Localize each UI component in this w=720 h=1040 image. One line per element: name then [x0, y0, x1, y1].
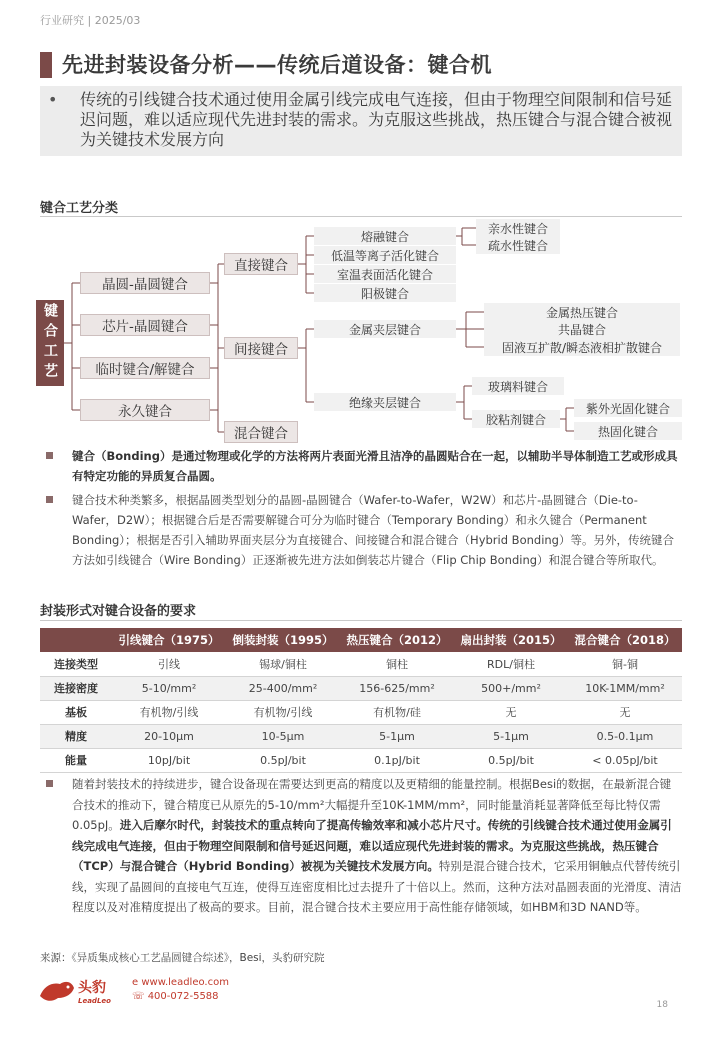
node-eutectic-bonding: 共晶键合: [484, 320, 680, 338]
summary-text: 传统的引线键合技术通过使用金属引线完成电气连接，但由于物理空间限制和信号延迟问题，难以适应现代先进封装的需求。为克服这些挑战，热压键合与混合键合被视为关键技术发展方向: [80, 90, 673, 149]
node-hydrophilic-bonding: 亲水性键合: [476, 219, 560, 237]
node-hydrophobic-bonding: 疏水性键合: [476, 236, 560, 254]
section-heading-classification: 键合工艺分类: [40, 201, 119, 216]
paragraph-bold: 进入后摩尔时代，封装技术的重点转向了提高传输效率和减小芯片尺寸。传统的引线键合技术通过使用金属引线完成电气连接，但由于物理空间限制和信号延迟问题，难以适应现代先进封装的需求。为克服这些挑战，热压键合（TCP）与混合键合（Hybrid Bonding）被视为关键技术发展方向。: [72, 818, 672, 873]
brand-en: LeadLeo: [78, 997, 111, 1005]
leopard-icon: [38, 974, 130, 1006]
website-link[interactable]: e www.leadleo.com: [132, 977, 229, 988]
page-title: 先进封装设备分析——传统后道设备：键合机: [62, 53, 492, 77]
node-slid-tlp-bonding: 固液互扩散/瞬态液相扩散键合: [484, 338, 680, 356]
node-anodic-bonding: 阳极键合: [314, 284, 456, 302]
table-cell: 有机物/引线: [112, 700, 226, 724]
node-permanent-bonding: 永久键合: [80, 399, 210, 421]
section-divider: [40, 216, 682, 217]
node-thermal-curing-bonding: 热固化键合: [574, 422, 682, 440]
node-surface-activated-bonding: 室温表面活化键合: [314, 265, 456, 283]
phone-icon: ☏: [132, 991, 148, 1002]
bullet-bonding-types: 键合技术种类繁多，根据晶圆类型划分的晶圆-晶圆键合（Wafer-to-Wafer，W2W）和芯片-晶圆键合（Die-to-Wafer，D2W）；根据键合后是否需要解键合可分为临时键合（Temporary Bonding）和永久键合（Permanent Bonding）；根据是否引入辅助界面夹层分为直接键合、间接键合和混合键合（Hybrid Bonding）等。另外，传统键合方法如引线键合（Wire Bonding）正逐渐被先进方法如倒装芯片键合（Flip Chip Bonding）和混合键合等所取代。: [40, 490, 682, 570]
table-cell: 10K-1MM/mm²: [568, 676, 682, 700]
bonding-requirements-table: [40, 628, 682, 773]
table-row: [40, 700, 682, 724]
node-hybrid-bonding: 混合键合: [224, 421, 298, 443]
node-uv-curing-bonding: 紫外光固化键合: [574, 399, 682, 417]
table-cell: 500+/mm²: [454, 676, 568, 700]
table-cell: 无: [454, 700, 568, 724]
node-fusion-bonding: 熔融键合: [314, 227, 456, 245]
table-cell: 156-625/mm²: [340, 676, 454, 700]
table-cell: 10pJ/bit: [112, 748, 226, 772]
node-metal-thermocompression: 金属热压键合: [484, 303, 680, 321]
analysis-paragraph: [40, 774, 682, 918]
table-row-header: 连接密度: [40, 676, 112, 700]
table-header-cell: 混合键合（2018）: [568, 628, 682, 652]
table-cell: 0.5-0.1μm: [568, 724, 682, 748]
table-row-header: 能量: [40, 748, 112, 772]
node-die-to-wafer: 芯片-晶圆键合: [80, 314, 210, 336]
table-cell: 10-5μm: [226, 724, 340, 748]
table-cell: 有机物/硅: [340, 700, 454, 724]
table-cell: 5-1μm: [454, 724, 568, 748]
diagram-root-node: 键合工艺: [36, 300, 64, 386]
phone-number: ☏ 400-072-5588: [132, 991, 219, 1002]
table-header-cell: 倒装封装（1995）: [226, 628, 340, 652]
table-row: [40, 652, 682, 676]
bullet-square-icon: [46, 780, 53, 787]
node-metal-interlayer-bonding: 金属夹层键合: [314, 320, 456, 338]
table-cell: 5-10/mm²: [112, 676, 226, 700]
node-glass-frit-bonding: 玻璃料键合: [472, 377, 564, 395]
source-note: 来源：《异质集成核心工艺晶圆键合综述》，Besi，头豹研究院: [40, 952, 325, 964]
table-row: [40, 676, 682, 700]
table-cell: 0.5pJ/bit: [454, 748, 568, 772]
table-header-cell: [40, 628, 112, 652]
table-cell: 无: [568, 700, 682, 724]
table-cell: 0.5pJ/bit: [226, 748, 340, 772]
node-plasma-activated-bonding: 低温等离子活化键合: [314, 246, 456, 264]
table-cell: 铜-铜: [568, 652, 682, 676]
table-header-cell: 引线键合（1975）: [112, 628, 226, 652]
bullet-square-icon: [46, 452, 53, 459]
paragraph-part1: 随着封装技术的持续进步，键合设备现在需要达到更高的精度以及更精细的能量控制。根据Besi的数据，在最新混合键合技术的推动下，键合精度已从原先的5-10/mm²大幅提升至10K-1MM/mm²，同时能量消耗显著降低至每比特仅需0.05pJ。: [72, 777, 672, 832]
table-row: [40, 748, 682, 772]
table-row: [40, 724, 682, 748]
footer-contact: [132, 976, 229, 1004]
paragraph-part2: 特别是混合键合技术，它采用铜触点代替传统引线，实现了晶圆间的直接电气互连，使得互连密度相比过去提升了十倍以上。然而，这种方法对晶圆表面的光滑度、清洁程度以及对准精度提出了极高的要求。目前，混合键合技术主要应用于高性能存储领域，如HBM和3D NAND等。: [72, 859, 682, 914]
table-cell: 锡球/铜柱: [226, 652, 340, 676]
table-header-row: [40, 628, 682, 652]
table-cell: RDL/铜柱: [454, 652, 568, 676]
table-cell: < 0.05pJ/bit: [568, 748, 682, 772]
summary-bullet: •: [48, 90, 58, 109]
leadleo-logo: [38, 974, 130, 1006]
table-row-header: 连接类型: [40, 652, 112, 676]
table-cell: 5-1μm: [340, 724, 454, 748]
table-cell: 20-10μm: [112, 724, 226, 748]
table-cell: 有机物/引线: [226, 700, 340, 724]
section-divider: [40, 620, 682, 621]
node-indirect-bonding: 间接键合: [224, 337, 298, 359]
table-cell: 0.1pJ/bit: [340, 748, 454, 772]
table-header-cell: 扇出封装（2015）: [454, 628, 568, 652]
page-number: 18: [656, 1000, 668, 1010]
summary-box: [40, 86, 682, 156]
brand-cn: 头豹: [78, 980, 106, 996]
table-row-header: 精度: [40, 724, 112, 748]
node-temporary-bonding: 临时键合/解键合: [80, 357, 210, 379]
bullet-square-icon: [46, 496, 53, 503]
header-topline: 行业研究 | 2025/03: [40, 14, 141, 27]
node-wafer-to-wafer: 晶圆-晶圆键合: [80, 272, 210, 294]
section-heading-requirements: 封装形式对键合设备的要求: [40, 604, 197, 619]
table-cell: 25-400/mm²: [226, 676, 340, 700]
title-accent-bar: [40, 52, 52, 78]
node-adhesive-bonding: 胶粘剂键合: [472, 410, 560, 428]
globe-icon: e: [132, 977, 142, 988]
table-cell: 引线: [112, 652, 226, 676]
table-row-header: 基板: [40, 700, 112, 724]
table-header-cell: 热压键合（2012）: [340, 628, 454, 652]
node-insulating-interlayer-bonding: 绝缘夹层键合: [314, 393, 456, 411]
bullet-bonding-definition: 键合（Bonding）是通过物理或化学的方法将两片表面光滑且洁净的晶圆贴合在一起，以辅助半导体制造工艺或形成具有特定功能的异质复合晶圆。: [40, 446, 682, 486]
table-cell: 铜柱: [340, 652, 454, 676]
node-direct-bonding: 直接键合: [224, 253, 298, 275]
